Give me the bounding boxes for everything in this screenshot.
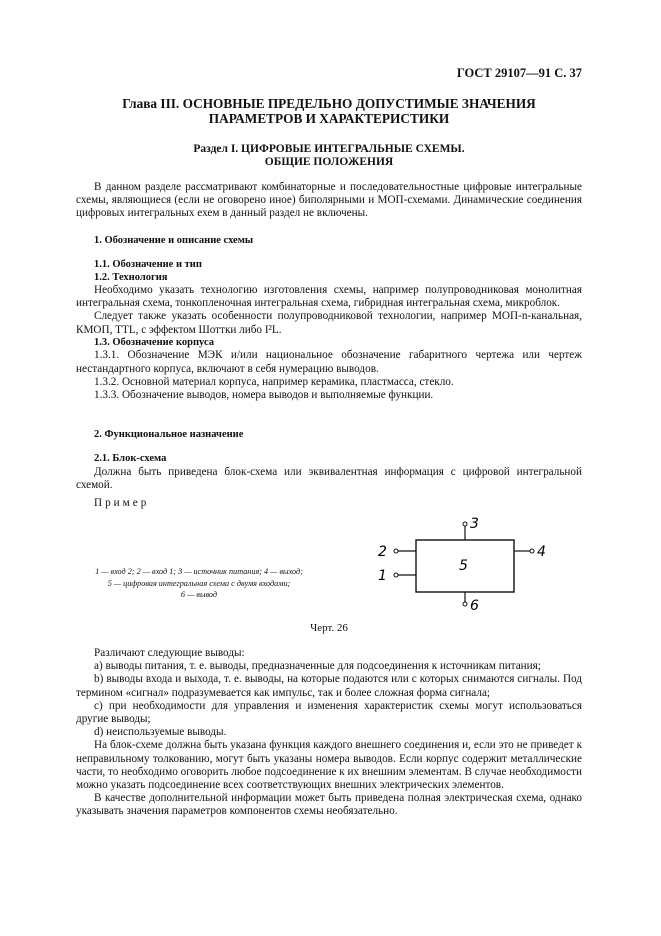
example-label: Пример [94, 496, 150, 509]
paragraph-2-1: Должна быть приведена блок-схема или эквивалентная информация с цифровой интегральной схемой. [76, 465, 582, 491]
outputs-c: c) при необходимости для управления и изменения характеристик схемы могут использоваться другие выводы; [76, 699, 582, 726]
outputs-d: d) неиспользуемые выводы. [94, 726, 227, 739]
pin3-label: 3 [470, 516, 479, 532]
outputs-paragraph-2: В качестве дополнительной информации может быть приведена полная электрическая схема, однако указывать значения параметров компонентов схемы необязательно. [76, 792, 582, 818]
outputs-intro: Различают следующие выводы: [94, 647, 245, 659]
intro-paragraph: В данном разделе рассматривают комбинаторные и последовательностные цифровые интегральные схемы, являющиеся (если не оговорено иное) биполярными и МОП-схемами. Динамические соединения цифровых интегральных ехем в данный раздел не включены. [76, 181, 582, 220]
section-title-line1: Раздел I. ЦИФРОВЫЕ ИНТЕГРАЛЬНЫЕ СХЕМЫ. [193, 143, 465, 155]
paragraph-1-3-1: 1.3.1. Обозначение МЭК и/или национальное обозначение габаритного чертежа или чертеж нестандартного корпуса, включают в себя нумерацию выводов. [76, 349, 582, 375]
section-2 [76, 428, 582, 441]
section-1-title: 1. Обозначение и описание схемы [94, 235, 254, 246]
section-1-body [76, 259, 582, 402]
pin1-label: 1 [378, 568, 387, 584]
pin1-terminal [394, 573, 398, 577]
outputs-a: a) выводы питания, т. е. выводы, предназначенные для подсоединения к источникам питания; [94, 660, 541, 673]
pin2-terminal [394, 549, 398, 553]
pin6-terminal [463, 602, 467, 606]
outputs-paragraph-1: На блок-схеме должна быть указана функция каждого внешнего соединения и, если это не приведет к неправильному толкованию, могут быть указаны номера выводов. Если корпус содержит металлические части, то необходимо оговорить любое подсоединение к их внешним элементам. В случае необходимости можно указать подсоединение всех соответствующих внешних электрических элементов. [76, 739, 582, 792]
intro-block [76, 181, 582, 221]
paragraph-1-2-b: Следует также указать особенности полупроводниковой технологии, например МОП-n-канальная, КМОП, TTL, с эффектом Шоттки либо I²L. [76, 310, 582, 336]
section-2-title: 2. Функциональное назначение [94, 429, 244, 440]
paragraph-1-3-2: 1.3.2. Основной материал корпуса, например керамика, пластмасса, стекло. [94, 375, 454, 388]
legend-line3: 6 — вывод [180, 590, 218, 599]
chapter-title-line2: ПАРАМЕТРОВ И ХАРАКТЕРИСТИКИ [208, 111, 450, 126]
block-label: 5 [459, 558, 468, 574]
section-2-body [76, 453, 582, 510]
pin4-label: 4 [537, 544, 546, 560]
section-1 [76, 234, 582, 247]
heading-1-3: 1.3. Обозначение корпуса [94, 336, 214, 348]
section-title-line2: ОБЩИЕ ПОЛОЖЕНИЯ [264, 156, 394, 168]
heading-2-1: 2.1. Блок-схема [94, 453, 167, 464]
page-header: ГОСТ 29107—91 С. 37 [456, 66, 582, 80]
section-title [76, 143, 582, 169]
pin2-label: 2 [378, 544, 387, 560]
legend-line1: 1 — вход 2; 2 — вход 1; 3 — источник питания; 4 — выход; [95, 567, 303, 576]
paragraph-1-2-a: Необходимо указать технологию изготовления схемы, например полупроводниковая монолитная интегральная схема, тонкопленочная интегральная схема, гибридная интегральная схема, микроблок. [76, 284, 582, 310]
legend-line2: 5 — цифровая интегральная схема с двумя входами; [107, 578, 291, 588]
outputs-b: b) выводы входа и выхода, т. е. выводы, на которые подаются или с которых снимаются сигналы. Под термином «сигнал» подразумевается как импульс, так и более сложная форма сигнала; [76, 673, 582, 699]
pin3-terminal [463, 522, 467, 526]
chapter-title [76, 96, 582, 126]
figure-caption: Черт. 26 [310, 622, 348, 634]
pin4-terminal [530, 549, 534, 553]
outputs-block [76, 647, 582, 819]
block-diagram [366, 512, 566, 612]
figure-legend [76, 566, 322, 601]
chapter-title-line1: Глава III. ОСНОВНЫЕ ПРЕДЕЛЬНО ДОПУСТИМЫЕ ЗНАЧЕНИЯ [122, 96, 536, 111]
heading-1-2: 1.2. Технология [94, 271, 168, 283]
heading-1-1: 1.1. Обозначение и тип [94, 259, 202, 270]
pin6-label: 6 [470, 598, 479, 612]
paragraph-1-3-3: 1.3.3. Обозначение выводов, номера выводов и выполняемые функции. [94, 388, 434, 401]
